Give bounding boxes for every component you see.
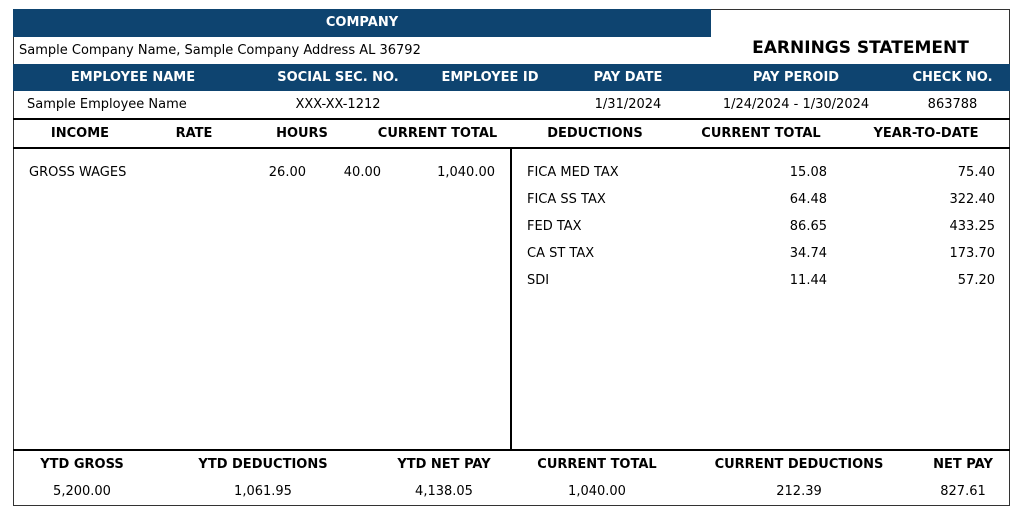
col-deductions: DEDUCTIONS: [547, 126, 643, 141]
summary-ytd-deductions: 1,061.95: [234, 484, 292, 499]
summary-current-deductions: 212.39: [776, 484, 822, 499]
col-employee-name: EMPLOYEE NAME: [70, 70, 196, 85]
deduction-ytd: 173.70: [949, 246, 995, 261]
employee-check-no: 863788: [927, 97, 978, 112]
col-pay-date: PAY DATE: [593, 70, 663, 85]
divider-line: [13, 449, 1010, 451]
summary-ytd-gross: 5,200.00: [53, 484, 111, 499]
deduction-current: 86.65: [789, 219, 827, 234]
col-income: INCOME: [50, 126, 110, 141]
company-name-address: Sample Company Name, Sample Company Address AL 36792: [19, 43, 421, 58]
col-hours: HOURS: [276, 126, 328, 141]
statement-title: EARNINGS STATEMENT: [752, 38, 969, 58]
deduction-current: 11.44: [789, 273, 827, 288]
col-net-pay: NET PAY: [933, 457, 993, 472]
deduction-label: FED TAX: [527, 219, 582, 234]
col-employee-id: EMPLOYEE ID: [441, 70, 539, 85]
col-ytd-deductions: YTD DEDUCTIONS: [198, 457, 328, 472]
col-summary-current-total: CURRENT TOTAL: [537, 457, 657, 472]
income-label: GROSS WAGES: [29, 165, 127, 180]
employee-name: Sample Employee Name: [27, 97, 187, 112]
deduction-ytd: 433.25: [949, 219, 995, 234]
deduction-label: FICA MED TAX: [527, 165, 619, 180]
deduction-label: SDI: [527, 273, 550, 288]
employee-ssn: XXX-XX-1212: [295, 97, 381, 112]
income-rate: 26.00: [268, 165, 306, 180]
deduction-current: 34.74: [789, 246, 827, 261]
employee-pay-date: 1/31/2024: [594, 97, 662, 112]
company-header: COMPANY: [325, 15, 399, 30]
col-ssn: SOCIAL SEC. NO.: [277, 70, 399, 85]
employee-pay-period: 1/24/2024 - 1/30/2024: [722, 97, 870, 112]
income-hours: 40.00: [343, 165, 381, 180]
deduction-label: CA ST TAX: [527, 246, 595, 261]
col-current-deductions: CURRENT DEDUCTIONS: [714, 457, 884, 472]
col-ytd-net-pay: YTD NET PAY: [397, 457, 491, 472]
divider-line: [13, 118, 1010, 120]
deduction-current: 15.08: [789, 165, 827, 180]
col-rate: RATE: [175, 126, 213, 141]
column-divider: [510, 148, 512, 450]
deduction-ytd: 322.40: [949, 192, 995, 207]
col-pay-period: PAY PEROID: [752, 70, 840, 85]
summary-current-total: 1,040.00: [568, 484, 626, 499]
deduction-ytd: 57.20: [957, 273, 995, 288]
deduction-ytd: 75.40: [957, 165, 995, 180]
deduction-label: FICA SS TAX: [527, 192, 606, 207]
col-year-to-date: YEAR-TO-DATE: [873, 126, 979, 141]
col-ytd-gross: YTD GROSS: [40, 457, 124, 472]
col-income-current-total: CURRENT TOTAL: [377, 126, 498, 141]
col-deductions-current-total: CURRENT TOTAL: [701, 126, 821, 141]
summary-ytd-net-pay: 4,138.05: [415, 484, 473, 499]
col-check-no: CHECK NO.: [912, 70, 993, 85]
summary-net-pay: 827.61: [940, 484, 986, 499]
deduction-current: 64.48: [789, 192, 827, 207]
income-total: 1,040.00: [437, 165, 495, 180]
